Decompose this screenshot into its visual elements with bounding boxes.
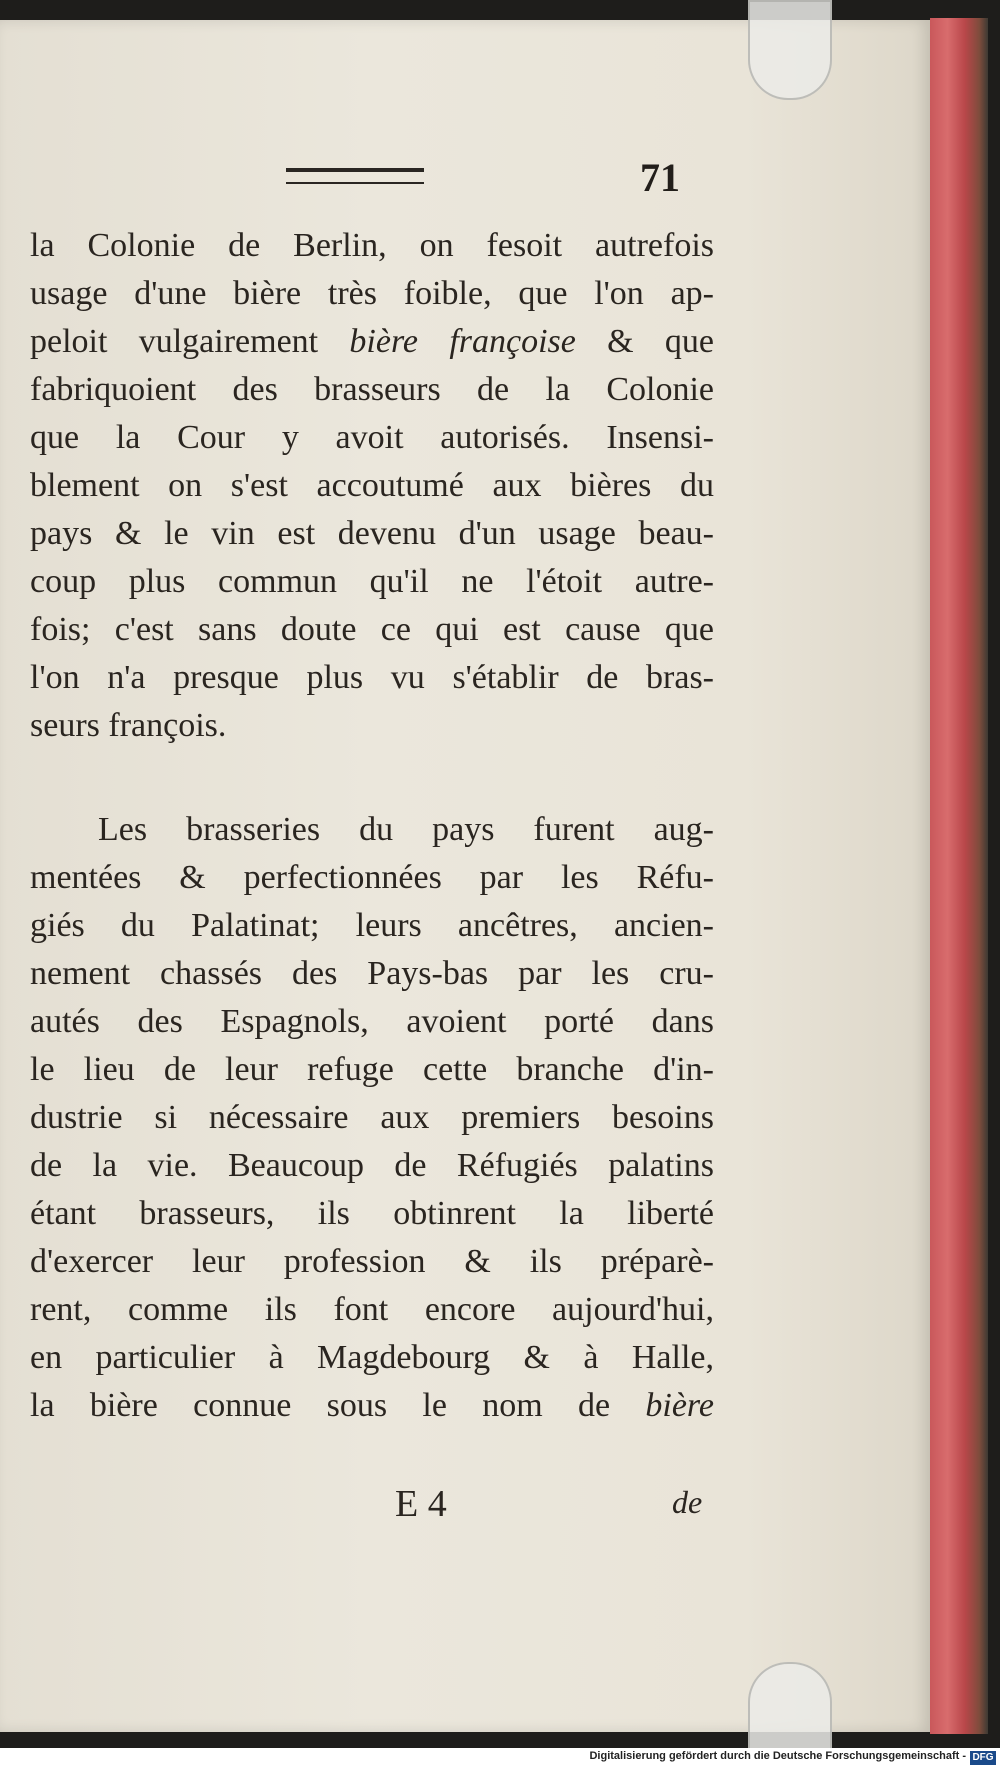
text-line: que la Cour y avoit autorisés. Insensi- bbox=[30, 419, 714, 456]
text-line: pays & le vin est devenu d'un usage beau- bbox=[30, 515, 714, 552]
text-line: fabriquoient des brasseurs de la Colonie bbox=[30, 371, 714, 408]
signature-mark: E 4 bbox=[395, 1483, 447, 1525]
text-line: nement chassés des Pays-bas par les cru- bbox=[30, 955, 714, 992]
italic-term: bière bbox=[645, 1387, 714, 1424]
header-rule bbox=[286, 168, 424, 184]
text-line: fois; c'est sans doute ce qui est cause que bbox=[30, 611, 714, 648]
text-line: l'on n'a presque plus vu s'établir de bras- bbox=[30, 659, 714, 696]
text-line: giés du Palatinat; leurs ancêtres, ancien- bbox=[30, 907, 714, 944]
bottom-clip bbox=[748, 1662, 832, 1756]
text-run: peloit vulgairement bbox=[30, 323, 350, 360]
text-line: dustrie si nécessaire aux premiers besoins bbox=[30, 1099, 714, 1136]
italic-term: bière françoise bbox=[349, 323, 576, 360]
text-line: étant brasseurs, ils obtinrent la liberté bbox=[30, 1195, 714, 1232]
text-line: Les brasseries du pays furent aug- bbox=[98, 811, 714, 848]
text-run: & que bbox=[575, 323, 714, 360]
text-line: usage d'une bière très foible, que l'on ap- bbox=[30, 275, 714, 312]
text-line: mentées & perfectionnées par les Réfu- bbox=[30, 859, 714, 896]
text-line bbox=[30, 318, 714, 366]
text-line: seurs françois. bbox=[30, 707, 227, 744]
text-line: le lieu de leur refuge cette branche d'in- bbox=[30, 1051, 714, 1088]
text-line bbox=[30, 1382, 714, 1430]
footer-bar bbox=[0, 1748, 1000, 1769]
top-clip bbox=[748, 0, 832, 100]
text-line: la Colonie de Berlin, on fesoit autrefois bbox=[30, 227, 714, 264]
text-run: la bière connue sous le nom de bbox=[30, 1387, 646, 1424]
text-line: blement on s'est accoutumé aux bières du bbox=[30, 467, 714, 504]
text-line: d'exercer leur profession & ils préparè- bbox=[30, 1243, 714, 1280]
text-line: de la vie. Beaucoup de Réfugiés palatins bbox=[30, 1147, 714, 1184]
page-number: 71 bbox=[640, 155, 680, 200]
text-line: en particulier à Magdebourg & à Halle, bbox=[30, 1339, 714, 1376]
dfg-logo: DFG bbox=[970, 1751, 996, 1765]
text-line: autés des Espagnols, avoient porté dans bbox=[30, 1003, 714, 1040]
text-line: rent, comme ils font encore aujourd'hui, bbox=[30, 1291, 714, 1328]
page-edge-red bbox=[930, 18, 988, 1734]
text-line: coup plus commun qu'il ne l'étoit autre- bbox=[30, 563, 714, 600]
footer-credit: Digitalisierung gefördert durch die Deutsche Forschungsgemeinschaft - bbox=[589, 1750, 966, 1762]
catchword: de bbox=[672, 1484, 703, 1520]
